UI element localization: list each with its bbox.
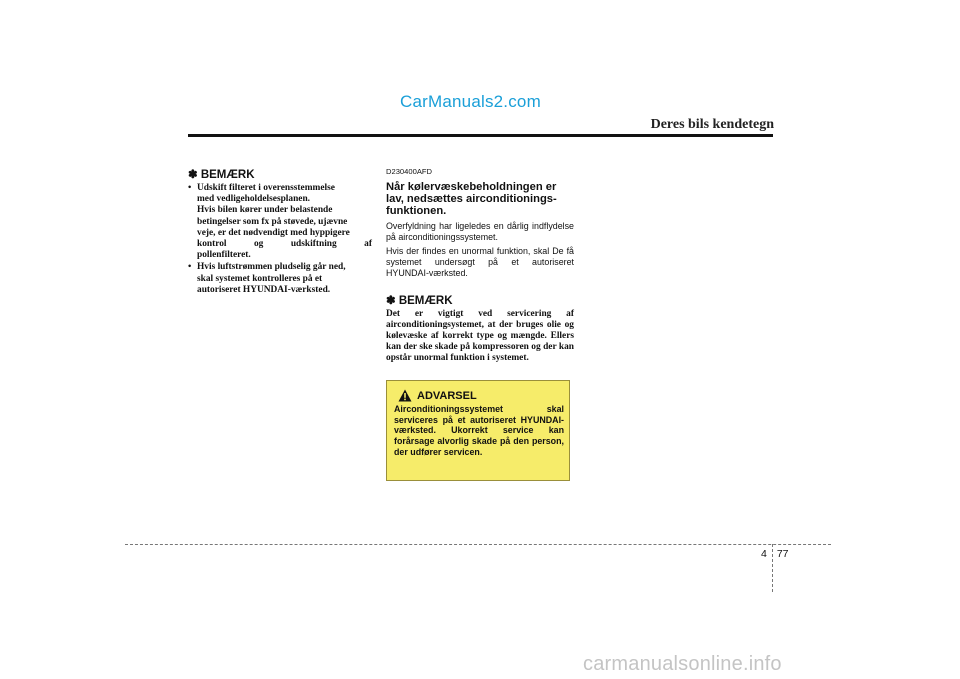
bullet-line: autoriseret HYUNDAI-værksted.: [197, 284, 331, 295]
header-rule: [188, 134, 773, 137]
warning-header: [398, 389, 564, 402]
section-paragraph: Hvis der findes en unormal funktion, skal De få systemet undersøgt på et autoriseret HYUNDAI-værksted.: [386, 246, 574, 278]
section-title-line: Når kølervæskebeholdningen er: [386, 181, 557, 193]
mid-note: [386, 293, 574, 365]
section-paragraph: Overfyldning har ligeledes en dårlig indflydelse på airconditioningssystemet.: [386, 221, 574, 242]
watermark-bottom: carmanualsonline.info: [583, 653, 782, 675]
bullet-line: Hvis bilen kører under belastende: [197, 205, 333, 216]
bullet-line: kontrol og udskiftning af: [197, 239, 372, 250]
section-code: D230400AFD: [386, 167, 433, 176]
note-heading: ✽ BEMÆRK: [386, 294, 453, 307]
warning-title: ADVARSEL: [417, 389, 477, 402]
warning-triangle-icon: [398, 389, 412, 402]
note-bullet-list: [188, 183, 372, 296]
bullet-line: med vedligeholdelsesplanen.: [197, 194, 311, 205]
bullet-line: betingelser som fx på støvede, ujævne: [197, 216, 348, 227]
chapter-number: 4: [761, 548, 767, 560]
note-bullet: [188, 262, 372, 296]
page-header-title: Deres bils kendetegn: [650, 117, 774, 132]
page-number-value: 77: [776, 548, 789, 560]
middle-column: [386, 167, 574, 365]
note-bullet: [188, 183, 372, 261]
bullet-line: skal systemet kontrolleres på et: [197, 273, 323, 284]
bullet-line: • Udskift filteret i overensstemmelse: [197, 183, 335, 193]
warning-box: [386, 380, 570, 481]
left-column: [188, 167, 372, 297]
watermark-top: CarManuals2.com: [400, 92, 541, 111]
section-title-line: lav, nedsættes airconditionings-: [386, 193, 557, 205]
bullet-line: veje, er det nødvendigt med hyppigere: [197, 227, 350, 238]
section-title: [386, 181, 574, 217]
section-title-line: funktionen.: [386, 205, 447, 217]
footer-rule: [125, 544, 831, 545]
bullet-line: pollenfilteret.: [197, 250, 251, 261]
note-text: Det er vigtigt ved servicering af airconditioningsystemet, at der bruges olie og kølevæske af korrekt type og mængde. Ellers kan der ske skade på kompressoren og der kan opstår unormal funktion i systemet.: [386, 308, 574, 364]
note-heading: ✽ BEMÆRK: [188, 169, 255, 181]
warning-text: Airconditioningssystemet skal serviceres på et autoriseret HYUNDAI-værksted. Ukorrekt service kan forårsage alvorlig skade på den person, der udfører servicen.: [394, 404, 564, 457]
bullet-line: • Hvis luftstrømmen pludselig går ned,: [197, 262, 346, 273]
page-number: [761, 548, 789, 560]
